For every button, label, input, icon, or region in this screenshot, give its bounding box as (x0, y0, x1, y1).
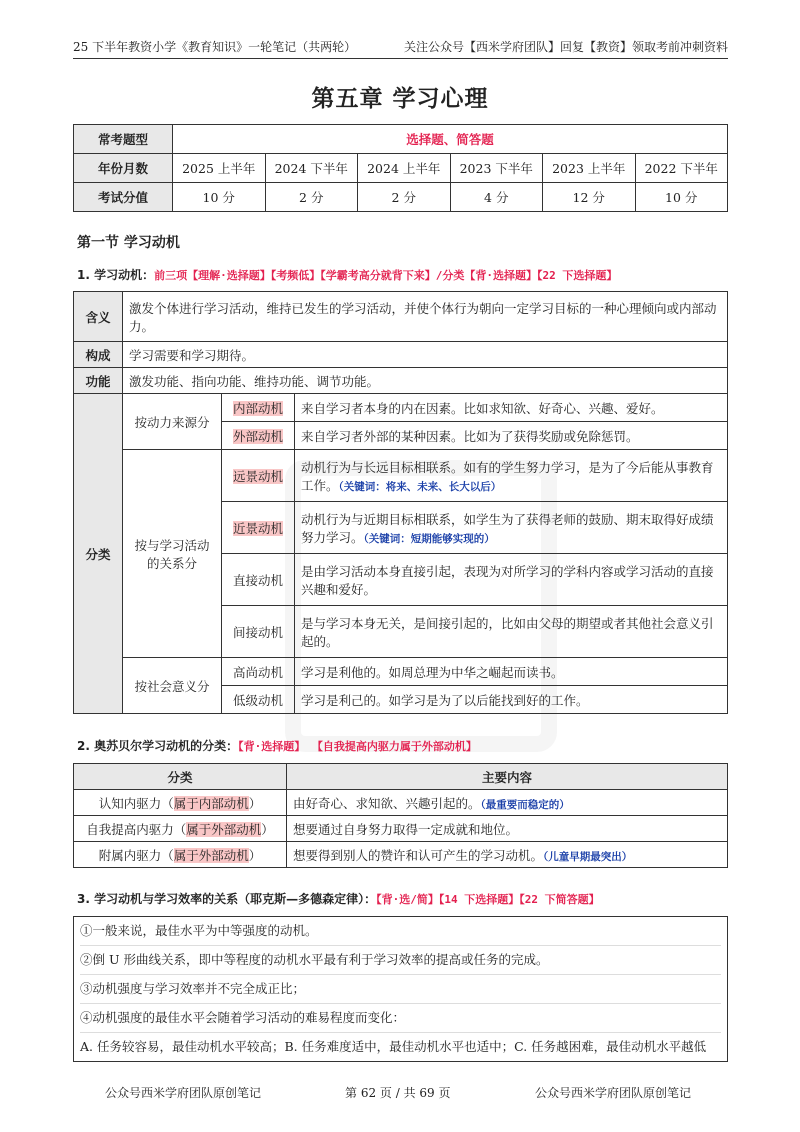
footer-left: 公众号西米学府团队原创笔记 (105, 1086, 262, 1100)
subsection-label: 3. 学习动机与学习效率的关系（耶克斯—多德森定律）： (77, 892, 377, 906)
score-cell: 2 分 (265, 183, 358, 212)
drive-desc (287, 842, 728, 868)
score-cell: 10 分 (173, 183, 266, 212)
type-name-text: 近景动机 (232, 520, 283, 536)
drive-desc-text: 想要得到别人的赞许和认可产生的学习动机。 (293, 847, 544, 863)
keyword-note: （最重要而稳定的） (480, 798, 570, 811)
yerkes-dodson-box (73, 916, 728, 1062)
goucheng-text: 学习需要和学习期待。 (123, 342, 728, 368)
law-point: ③动机强度与学习效率并不完全成正比； (80, 975, 721, 1004)
label-goucheng: 构成 (74, 342, 123, 368)
section-heading: 第一节 学习动机 (77, 235, 180, 251)
drive-desc (287, 816, 728, 842)
year-cell: 2024 下半年 (265, 154, 358, 183)
type-desc: 是与学习本身无关，是间接引起的，比如由父母的期望或者其他社会意义引起的。 (295, 606, 728, 658)
type-name: 直接动机 (222, 554, 295, 606)
type-name (222, 394, 295, 422)
type-name-text: 远景动机 (232, 468, 283, 484)
year-cell: 2025 上半年 (173, 154, 266, 183)
score-cell: 12 分 (543, 183, 636, 212)
type-name (222, 422, 295, 450)
drive-name-end: ） (248, 795, 262, 811)
drive-desc (287, 790, 728, 816)
hanyi-text: 激发个体进行学习活动，维持已发生的学习活动，并使个体行为朝向一定学习目标的一种心理倾向或内部动力。 (123, 292, 728, 342)
type-desc: 学习是利己的。如学习是为了以后能找到好的工作。 (295, 686, 728, 714)
drive-type: 属于外部动机 (186, 821, 262, 837)
score-cell: 4 分 (450, 183, 543, 212)
row-label: 常考题型 (74, 125, 173, 154)
gongneng-text: 激发功能、指向功能、维持功能、调节功能。 (123, 368, 728, 394)
subsection-tags: 【背·选/简】【14 下选择题】【22 下简答题】 (376, 893, 600, 906)
question-types: 选择题、简答题 (173, 125, 728, 154)
type-name: 间接动机 (222, 606, 295, 658)
page-header (73, 38, 728, 59)
ausubel-table (73, 763, 728, 868)
group-source: 按动力来源分 (123, 394, 222, 450)
label-gongneng: 功能 (74, 368, 123, 394)
group-relation: 按与学习活动的关系分 (123, 450, 222, 658)
drive-desc-text: 由好奇心、求知欲、兴趣引起的。 (293, 795, 481, 811)
score-cell: 2 分 (358, 183, 451, 212)
col-head: 主要内容 (287, 764, 728, 790)
drive-type: 属于内部动机 (173, 795, 249, 811)
drive-name-text: 自我提高内驱力（ (86, 821, 187, 837)
type-desc-text: 动机行为与长远目标相联系。如有的学生努力学习，是为了今后能从事教育工作。 (301, 459, 714, 493)
exam-info-table (73, 124, 728, 212)
label-hanyi: 含义 (74, 292, 123, 342)
drive-name-text: 认知内驱力（ (98, 795, 174, 811)
type-name-text: 内部动机 (232, 400, 283, 416)
type-desc (295, 450, 728, 502)
type-desc: 来自学习者本身的内在因素。比如求知欲、好奇心、兴趣、爱好。 (295, 394, 728, 422)
subsection-tags: 【背·选择题】 【自我提高内驱力属于外部动机】 (238, 740, 477, 753)
type-desc (295, 502, 728, 554)
law-point: A. 任务较容易，最佳动机水平较高；B. 任务难度适中，最佳动机水平也适中；C. 任务越困难，最佳动机水平越低 (80, 1039, 707, 1054)
keyword-note: （关键词：短期能够实现的） (363, 532, 495, 545)
drive-name-text: 附属内驱力（ (98, 847, 174, 863)
type-desc: 学习是利他的。如周总理为中华之崛起而读书。 (295, 658, 728, 686)
label-fenlei: 分类 (74, 394, 123, 714)
subsection-3-heading (77, 890, 600, 907)
header-right: 关注公众号【西米学府团队】回复【教资】领取考前冲刺资料 (403, 40, 728, 54)
group-social: 按社会意义分 (123, 658, 222, 714)
drive-name (74, 790, 287, 816)
drive-name (74, 816, 287, 842)
year-cell: 2023 下半年 (450, 154, 543, 183)
type-name-text: 外部动机 (232, 428, 283, 444)
law-point: ②倒 U 形曲线关系，即中等程度的动机水平最有利于学习效率的提高或任务的完成。 (80, 946, 721, 975)
chapter-title: 第五章 学习心理 (311, 86, 489, 112)
subsection-2-heading (77, 737, 477, 754)
subsection-label: 2. 奥苏贝尔学习动机的分类： (77, 739, 239, 753)
type-name: 高尚动机 (222, 658, 295, 686)
type-desc: 来自学习者外部的某种因素。比如为了获得奖励或免除惩罚。 (295, 422, 728, 450)
drive-name-end: ） (248, 847, 262, 863)
year-cell: 2024 上半年 (358, 154, 451, 183)
type-name (222, 502, 295, 554)
type-desc: 是由学习活动本身直接引起，表现为对所学习的学科内容或学习活动的直接兴趣和爱好。 (295, 554, 728, 606)
law-point: ④动机强度的最佳水平会随着学习活动的难易程度而变化： (80, 1004, 721, 1033)
drive-desc-text: 想要通过自身努力取得一定成就和地位。 (293, 821, 519, 837)
header-left: 25 下半年教资小学《教育知识》一轮笔记（共两轮） (73, 40, 357, 54)
drive-name (74, 842, 287, 868)
year-cell: 2022 下半年 (635, 154, 728, 183)
row-label: 考试分值 (74, 183, 173, 212)
subsection-tags: 前三项【理解·选择题】【考频低】【学霸考高分就背下来】/分类【背·选择题】【22 下选择题】 (154, 269, 618, 282)
drive-type: 属于外部动机 (173, 847, 249, 863)
keyword-note: （关键词：将来、未来、长大以后） (338, 480, 502, 493)
motivation-table (73, 291, 728, 714)
col-head: 分类 (74, 764, 287, 790)
keyword-note: （儿童早期最突出） (543, 850, 633, 863)
row-label: 年份月数 (74, 154, 173, 183)
subsection-label: 1. 学习动机： (77, 268, 155, 282)
type-desc-text: 动机行为与近期目标相联系，如学生为了获得老师的鼓励、期末取得好成绩努力学习。 (301, 511, 714, 545)
type-name: 低级动机 (222, 686, 295, 714)
score-cell: 10 分 (635, 183, 728, 212)
drive-name-end: ） (261, 821, 274, 837)
law-point: ①一般来说，最佳水平为中等强度的动机。 (80, 917, 721, 946)
footer-right: 公众号西米学府团队原创笔记 (535, 1086, 692, 1100)
type-name (222, 450, 295, 502)
subsection-1-heading (77, 266, 617, 283)
page-number: 第 62 页 / 共 69 页 (345, 1086, 451, 1100)
year-cell: 2023 上半年 (543, 154, 636, 183)
